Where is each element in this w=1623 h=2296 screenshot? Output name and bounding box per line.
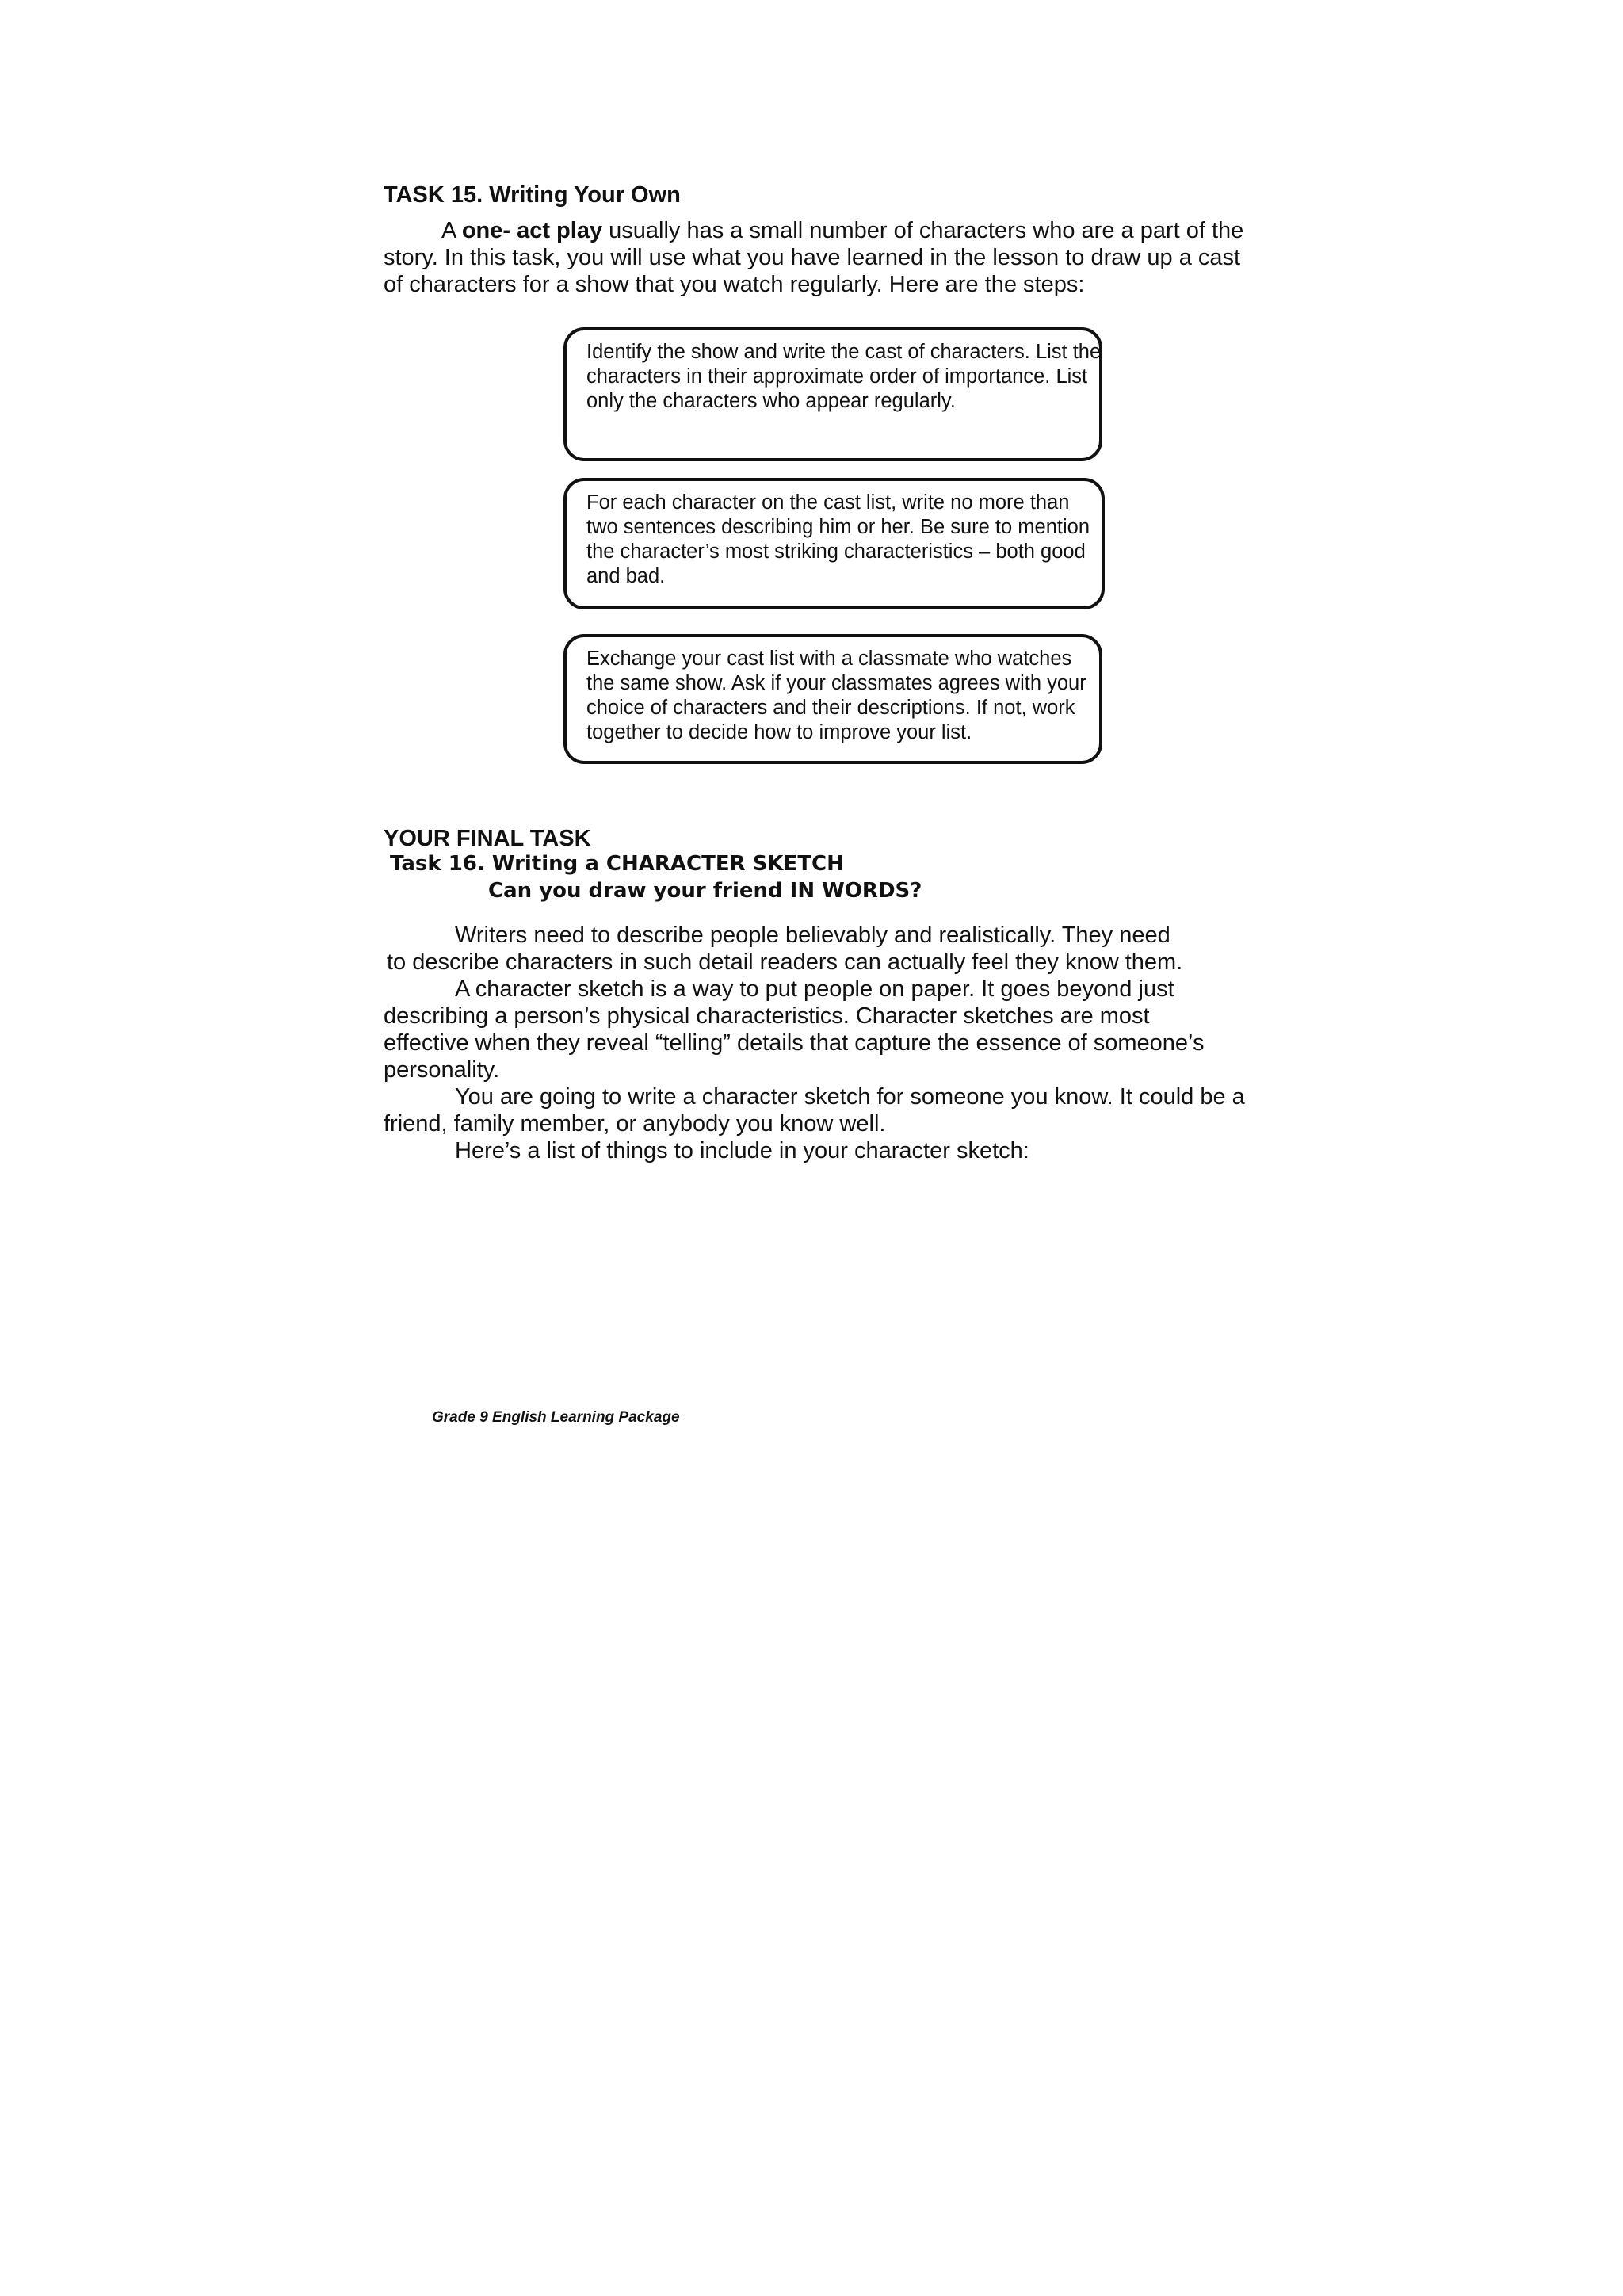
step-3-line: the same show. Ask if your classmates agrees with your [586,672,1086,694]
intro-line-1 [384,217,1263,244]
step-box-2 [563,478,1105,609]
body-line: A character sketch is a way to put people on paper. It goes beyond just [455,976,1174,1002]
step-1-line: characters in their approximate order of importance. List [586,365,1088,388]
step-2-line: the character’s most striking characteristics – both good [586,541,1086,563]
body-line: effective when they reveal “telling” details that capture the essence of someone’s [384,1030,1205,1056]
intro-line-1-end: usually has a small number of characters who are a part of the [602,218,1244,243]
step-box-3 [563,634,1102,764]
body-line: describing a person’s physical characteristics. Character sketches are most [384,1003,1150,1029]
step-3-line: choice of characters and their descriptions. If not, work [586,697,1075,719]
step-1-line: only the characters who appear regularly. [586,390,956,412]
body-line: to describe characters in such detail readers can actually feel they know them. [387,949,1183,975]
body-line: friend, family member, or anybody you know well. [384,1111,886,1137]
step-1-line: Identify the show and write the cast of characters. List the [586,341,1102,363]
body-line: You are going to write a character sketch for someone you know. It could be a [455,1084,1245,1110]
task15-intro [384,217,1263,298]
intro-line-2: story. In this task, you will use what you have learned in the lesson to draw up a cast [384,245,1241,270]
intro-line-3: of characters for a show that you watch regularly. Here are the steps: [384,272,1085,297]
task16-subtitle: Can you draw your friend IN WORDS? [488,879,922,903]
step-2-line: and bad. [586,565,666,587]
body-line: Writers need to describe people believably and realistically. They need [455,923,1170,948]
step-3-line: together to decide how to improve your list. [586,721,972,743]
page-footer: Grade 9 English Learning Package [432,1409,680,1426]
step-2-line: For each character on the cast list, write no more than [586,491,1070,514]
task15-heading: TASK 15. Writing Your Own [384,182,681,208]
body-line: personality. [384,1057,500,1083]
step-2-line: two sentences describing him or her. Be sure to mention [586,516,1090,538]
final-task-heading: YOUR FINAL TASK [384,826,591,851]
one-act-play-term: one- act play [461,218,603,243]
character-sketch-instructions [384,922,1271,1164]
intro-line-1-start: A [441,218,462,243]
task16-title: Task 16. Writing a CHARACTER SKETCH [390,852,844,876]
body-line: Here’s a list of things to include in your character sketch: [455,1138,1029,1163]
step-3-line: Exchange your cast list with a classmate who watches [586,648,1072,670]
step-box-1 [563,327,1102,461]
